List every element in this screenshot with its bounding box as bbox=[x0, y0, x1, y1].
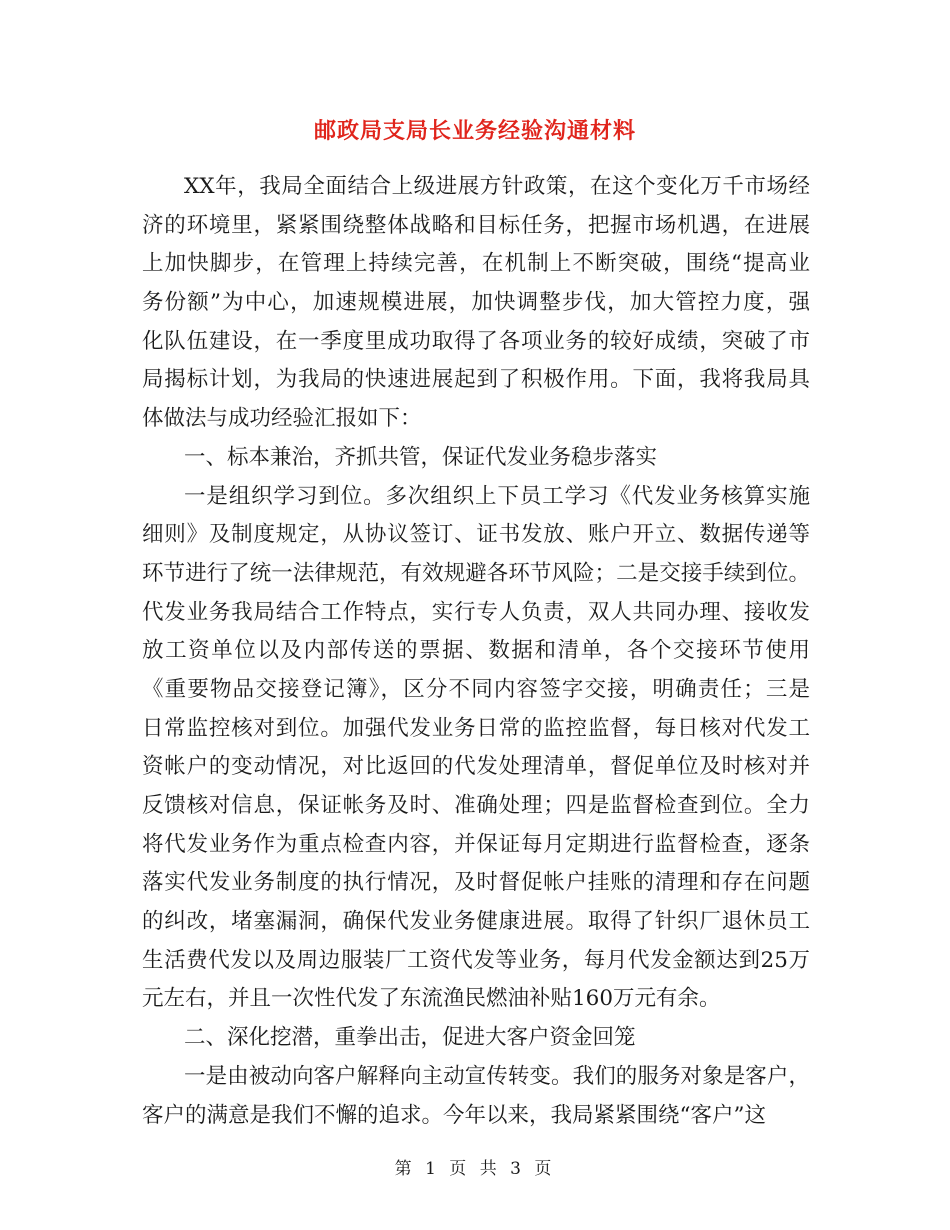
text-line: 日常监控核对到位。加强代发业务日常的监控监督，每日核对代发工 bbox=[142, 715, 810, 741]
text-line: 生活费代发以及周边服装厂工资代发等业务，每月代发金额达到25万 bbox=[142, 947, 810, 973]
text-line: 将代发业务作为重点检查内容，并保证每月定期进行监督检查，逐条 bbox=[142, 831, 810, 857]
text-line: 化队伍建设，在一季度里成功取得了各项业务的较好成绩，突破了市 bbox=[142, 328, 810, 354]
document-title: 邮政局支局长业务经验沟通材料 bbox=[313, 118, 636, 144]
text-line: 务份额”为中心，加速规模进展，加快调整步伐，加大管控力度，强 bbox=[142, 290, 810, 316]
text-line: 元左右，并且一次性代发了东流渔民燃油补贴160万元有余。 bbox=[142, 986, 721, 1012]
text-line: 上加快脚步，在管理上持续完善，在机制上不断突破，围绕“提高业 bbox=[142, 251, 810, 277]
text-line: 局揭标计划，为我局的快速进展起到了积极作用。下面，我将我局具 bbox=[142, 367, 810, 393]
text-line: 一是由被动向客户解释向主动宣传转变。我们的服务对象是客户， bbox=[184, 1063, 810, 1089]
text-line: 放工资单位以及内部传送的票据、数据和清单，各个交接环节使用 bbox=[142, 638, 810, 664]
text-line: 体做法与成功经验汇报如下： bbox=[142, 406, 422, 432]
paragraph bbox=[142, 439, 810, 478]
text-line: 落实代发业务制度的执行情况，及时督促帐户挂账的清理和存在问题 bbox=[142, 870, 810, 896]
text-line: 代发业务我局结合工作特点，实行专人负责，双人共同办理、接收发 bbox=[142, 599, 810, 625]
paragraph bbox=[142, 478, 810, 1020]
text-line: 反馈核对信息，保证帐务及时、准确处理；四是监督检查到位。全力 bbox=[142, 793, 810, 818]
text-line: 的纠改，堵塞漏洞，确保代发业务健康进展。取得了针织厂退休员工 bbox=[142, 909, 810, 935]
text-line: 一是组织学习到位。多次组织上下员工学习《代发业务核算实施 bbox=[184, 483, 810, 509]
text-line: 一、标本兼治，齐抓共管，保证代发业务稳步落实 bbox=[184, 444, 658, 470]
text-line: 《重要物品交接登记簿》，区分不同内容签字交接，明确责任；三是 bbox=[142, 676, 810, 702]
document-body bbox=[142, 168, 810, 1135]
text-line: 细则》及制度规定，从协议签订、证书发放、账户开立、数据传递等 bbox=[142, 522, 810, 548]
text-line: 环节进行了统一法律规范，有效规避各环节风险；二是交接手续到位。 bbox=[142, 560, 810, 586]
text-line: 二、深化挖潜，重拳出击，促进大客户资金回笼 bbox=[184, 1025, 636, 1051]
text-line: 客户的满意是我们不懈的追求。今年以来，我局紧紧围绕“客户”这 bbox=[142, 1102, 766, 1128]
text-line: 济的环境里，紧紧围绕整体战略和目标任务，把握市场机遇，在进展 bbox=[142, 212, 810, 238]
paragraph bbox=[142, 1058, 810, 1135]
paragraph bbox=[142, 1019, 810, 1058]
text-line: XX年，我局全面结合上级进展方针政策，在这个变化万千市场经 bbox=[184, 174, 810, 199]
paragraph bbox=[142, 168, 810, 439]
text-line: 资帐户的变动情况，对比返回的代发处理清单，督促单位及时核对并 bbox=[142, 754, 810, 780]
page-footer: 第 1 页 共 3 页 bbox=[394, 1159, 556, 1179]
